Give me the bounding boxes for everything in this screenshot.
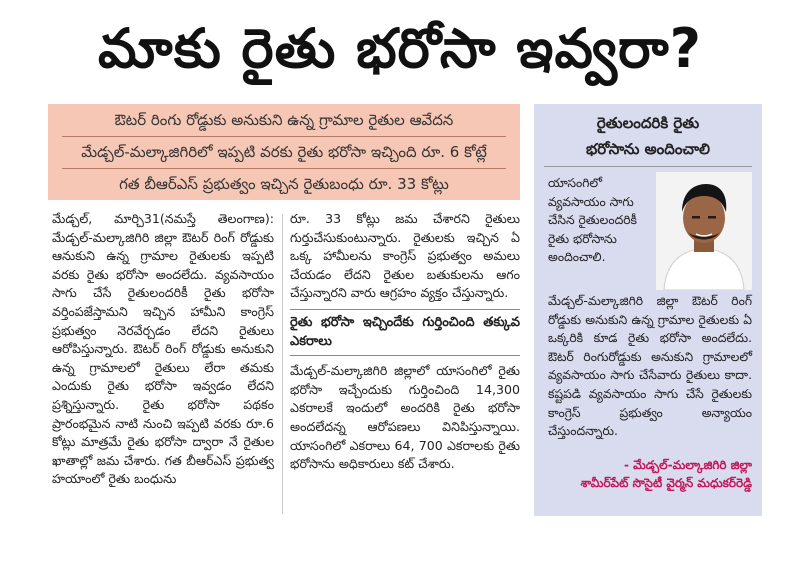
sidebar-quote-bottom: మేడ్చల్-మల్కాజిగిరి జిల్లా ఔటర్ రింగ్ రోడ్డుకు అనుకుని ఉన్న గ్రామాల రైతులకు ఏ ఒక్కరికి కూడ రైతు భరోసా అందలేదు. ఔటర్ రింగురోడ్డుకు అనుకుని గ్రామాలలో వ్యవసాయం సాగు చేసేవారు రైతులు కాదా. కష్టపడి వ్యవసాయం సాగు చేసే రైతులకు కాంగ్రెస్ ప్రభుత్వం అన్యాయం చేస్తుందన్నారు. bbox=[548, 294, 752, 439]
portrait-photo bbox=[656, 172, 752, 290]
deck-divider bbox=[62, 136, 506, 137]
article-column-2-text-continued: మేడ్చల్-మల్కాజిగిరి జిల్లాలో యాసంగిలో రైతు భరోసా ఇచ్చేందుకు గుర్తించింది 14,300 ఎకరాలకే ఇందులో అందరికి రైతు భరోసా అందలేదన్న ఆరోపణలు వినిపిస్తున్నాయి. యాసంగిలో ఎకరాలు 64, 700 ఎకరాలకు రైతు భరోసాను అధికారులు కట్ చేశారు. bbox=[290, 363, 520, 472]
attribution-line-1: - మేడ్చల్-మల్కాజిగిరి జిల్లా bbox=[623, 458, 752, 472]
article-column-2-text: రూ. 33 కోట్లు జమ చేశారని రైతులు గుర్తుచేసుకుంటున్నారు. రైతులకు ఇచ్చిన ఏ ఒక్క హామీలను కాంగ్రెస్ ప్రభుత్వం అమలు చేయడం లేదని రైతుల బతుకులను ఆగం చేస్తున్నారని వారు ఆగ్రహం వ్యక్తం చేస్తున్నారు. bbox=[290, 211, 520, 301]
article-column-1: మేడ్చల్, మార్చి31(నమస్తే తెలంగాణ): మేడ్చల్-మల్కాజిగిరి జిల్లా ఔటర్ రింగ్ రోడ్డుకు ఆనుకుని ఉన్న గ్రామాల రైతులకు ఇప్పటి వరకు రైతు భరోసా అందలేదు. వ్యవసాయం సాగు చేసే రైతులందరికీ రైతు భరోసా వర్తింపజేస్తామని ఇచ్చిన హామీని కాంగ్రెస్ ప్రభుత్వం నెరవేర్చడం లేదని రైతులు ఆరోపిస్తున్నారు. ఔటర్ రింగ్ రోడ్డుకు అనుకుని ఉన్న గ్రామాలలో రైతులు లేరా తమకు ఎందుకు రైతు భరోసా ఇవ్వడం లేదని ప్రశ్నిస్తున్నారు. రైతు భరోసా పథకం ప్రారంభమైన నాటి నుంచి ఇప్పటి వరకు రూ.6 కోట్లు మాత్రమే రైతు భరోసా ద్వారా నే రైతుల ఖాతాల్లో జమ చేశారు. గత బీఆర్ఎస్ ప్రభుత్వ హయాంలో రైతు బంధును bbox=[52, 211, 274, 487]
deck-line-2: మేడ్చల్-మల్కాజిగిరిలో ఇప్పటి వరకు రైతు భరోసా ఇచ్చింది రూ. 6 కోట్లే bbox=[81, 143, 487, 161]
deck-box bbox=[48, 104, 520, 200]
headline: మాకు రైతు భరోసా ఇవ్వరా? bbox=[98, 17, 702, 80]
article-column-2 bbox=[290, 210, 520, 474]
attribution-line-2: శామీర్‌పేట్ సొసైటీ వైర్మన్ మధుకర్‌రెడ్డి bbox=[580, 476, 752, 490]
sidebar-title-line-2: భరోసాను అందించాలి bbox=[586, 140, 710, 158]
attribution bbox=[548, 456, 752, 492]
sidebar-title bbox=[534, 110, 762, 162]
sidebar-divider bbox=[544, 166, 752, 167]
sidebar-box bbox=[534, 104, 762, 516]
deck-line-3: గత బీఆర్ఎస్ ప్రభుత్వం ఇచ్చిన రైతుబంధు రూ. 33 కోట్లు bbox=[119, 175, 449, 193]
deck-line-1: ఔటర్ రింగు రోడ్డుకు అనుకుని ఉన్న గ్రామాల రైతుల ఆవేదన bbox=[114, 111, 454, 129]
portrait-image bbox=[656, 172, 752, 290]
article-subhead: రైతు భరోసా ఇచ్చిందేకు గుర్తించింది తక్కువ ఎకరాలు bbox=[290, 309, 520, 356]
sidebar-quote-top: యాసంగిలో వ్యవసాయం సాగు చేసిన రైతులందరికీ రైతు భరోసాను అందించాలి. bbox=[548, 176, 637, 265]
deck-divider bbox=[62, 168, 506, 169]
sidebar-title-line-1: రైతులందరికి రైతు bbox=[596, 114, 700, 132]
column-divider bbox=[282, 214, 283, 514]
